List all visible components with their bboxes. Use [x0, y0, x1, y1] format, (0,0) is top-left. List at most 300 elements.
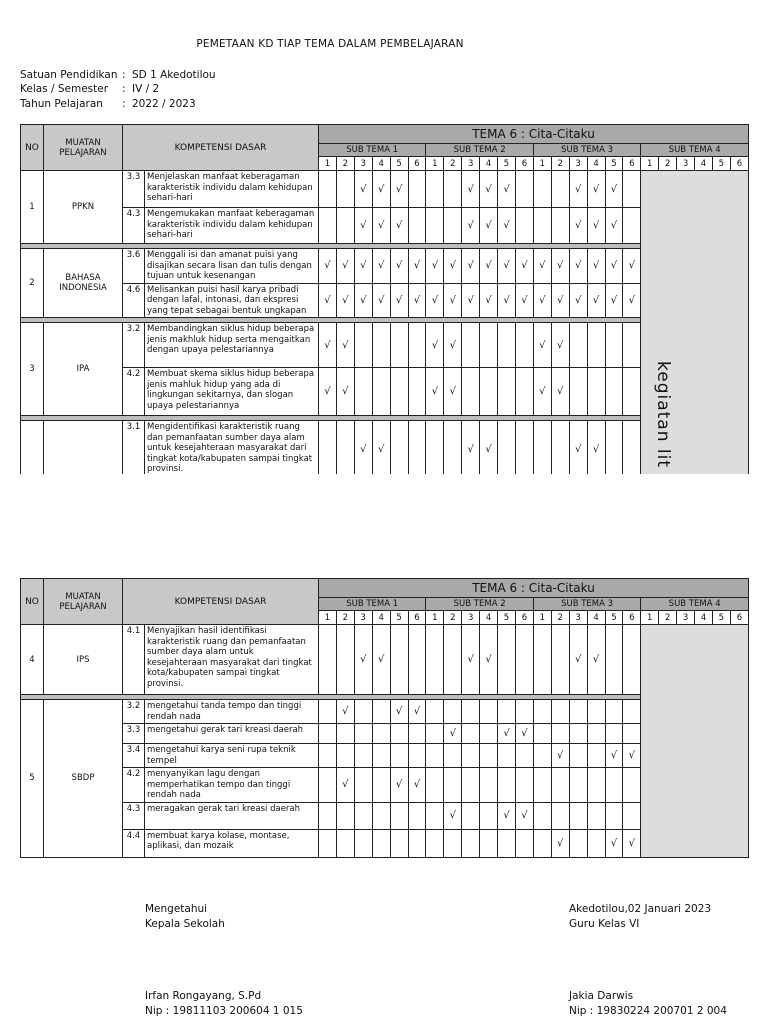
week-check-cell: √	[480, 208, 498, 244]
week-check-cell	[336, 802, 354, 829]
week-check-cell	[623, 208, 641, 244]
header-week-5: 5	[498, 157, 516, 171]
week-check-cell	[623, 171, 641, 208]
header-week-3: 3	[569, 157, 587, 171]
week-check-cell	[515, 700, 533, 724]
week-check-cell	[319, 744, 337, 768]
week-check-cell: √	[551, 283, 569, 318]
week-check-cell: √	[444, 368, 462, 416]
week-check-cell	[515, 171, 533, 208]
header-week-6: 6	[515, 611, 533, 625]
week-check-cell: √	[551, 744, 569, 768]
satuan-pendidikan	[20, 69, 216, 81]
week-check-cell	[319, 700, 337, 724]
week-check-cell	[587, 768, 605, 803]
header-week-5: 5	[390, 157, 408, 171]
muatan-pelajaran: PPKN	[44, 171, 123, 244]
week-check-cell	[444, 700, 462, 724]
week-check-cell	[390, 368, 408, 416]
week-check-cell: √	[354, 249, 372, 284]
week-check-cell: √	[587, 625, 605, 695]
week-check-cell	[319, 829, 337, 857]
guru-name: Jakia Darwis	[569, 990, 634, 1002]
kd-number: 3.4	[123, 744, 145, 768]
week-check-cell	[372, 700, 390, 724]
week-check-cell	[462, 802, 480, 829]
week-check-cell: √	[533, 368, 551, 416]
mengetahui-label: Mengetahui	[145, 903, 208, 915]
week-check-cell	[605, 700, 623, 724]
header-week-3: 3	[677, 157, 695, 171]
week-check-cell	[533, 724, 551, 744]
header-subtema-3: SUB TEMA 3	[533, 144, 640, 157]
week-check-cell: √	[569, 249, 587, 284]
row-number: 4	[21, 625, 44, 695]
kd-description: Menggali isi dan amanat puisi yang disajikan secara lisan dan tulis dengan tujuan untuk kesenangan	[145, 249, 319, 284]
week-check-cell	[444, 829, 462, 857]
kd-description: mengetahui karya seni rupa teknik tempel	[145, 744, 319, 768]
week-check-cell: √	[569, 171, 587, 208]
week-check-cell: √	[408, 249, 426, 284]
table-row	[21, 249, 749, 284]
week-check-cell	[587, 323, 605, 368]
week-check-cell	[533, 768, 551, 803]
week-check-cell	[372, 829, 390, 857]
week-check-cell	[623, 421, 641, 475]
week-check-cell	[551, 171, 569, 208]
week-check-cell	[515, 208, 533, 244]
week-check-cell	[372, 368, 390, 416]
week-check-cell: √	[336, 700, 354, 724]
week-check-cell: √	[390, 283, 408, 318]
week-check-cell	[354, 829, 372, 857]
week-check-cell	[623, 802, 641, 829]
week-check-cell	[390, 744, 408, 768]
header-week-4: 4	[587, 157, 605, 171]
week-check-cell: √	[623, 249, 641, 284]
header-tema: TEMA 6 : Cita-Citaku	[319, 579, 749, 598]
week-check-cell	[480, 724, 498, 744]
header-week-1: 1	[641, 157, 659, 171]
table-page-1-viewport	[0, 124, 768, 474]
header-week-4: 4	[695, 611, 713, 625]
week-check-cell: √	[462, 625, 480, 695]
week-check-cell: √	[444, 249, 462, 284]
week-check-cell	[533, 625, 551, 695]
week-check-cell	[372, 744, 390, 768]
guru-kelas-label: Guru Kelas VI	[569, 918, 640, 930]
kd-number: 4.2	[123, 768, 145, 803]
week-check-cell	[551, 768, 569, 803]
signature-right-block	[569, 902, 711, 932]
header-subtema-4: SUB TEMA 4	[641, 598, 749, 611]
week-check-cell	[444, 171, 462, 208]
week-check-cell	[354, 700, 372, 724]
week-check-cell: √	[336, 768, 354, 803]
header-week-5: 5	[498, 611, 516, 625]
table-row	[21, 768, 749, 803]
week-check-cell: √	[480, 283, 498, 318]
week-check-cell	[498, 323, 516, 368]
signature-right-name-block	[569, 989, 727, 1019]
header-week-6: 6	[515, 157, 533, 171]
week-check-cell: √	[408, 768, 426, 803]
kd-number: 3.6	[123, 249, 145, 284]
week-check-cell: √	[480, 171, 498, 208]
week-check-cell	[605, 625, 623, 695]
kd-number: 4.4	[123, 829, 145, 857]
week-check-cell: √	[354, 625, 372, 695]
kd-number: 3.2	[123, 323, 145, 368]
row-number: 2	[21, 249, 44, 318]
table-row	[21, 744, 749, 768]
week-check-cell	[551, 208, 569, 244]
week-check-cell: √	[605, 829, 623, 857]
week-check-cell	[605, 368, 623, 416]
kd-description: Menjelaskan manfaat keberagaman karakteristik individu dalam kehidupan sehari-hari	[145, 171, 319, 208]
week-check-cell	[408, 323, 426, 368]
week-check-cell	[408, 171, 426, 208]
week-check-cell	[426, 744, 444, 768]
week-check-cell: √	[623, 829, 641, 857]
week-check-cell	[515, 323, 533, 368]
place-date: Akedotilou,02 Januari 2023	[569, 903, 712, 915]
week-check-cell	[569, 744, 587, 768]
week-check-cell: √	[462, 249, 480, 284]
document-title: PEMETAAN KD TIAP TEMA DALAM PEMBELAJARAN	[196, 38, 464, 50]
week-check-cell	[498, 829, 516, 857]
week-check-cell	[319, 768, 337, 803]
week-check-cell	[480, 829, 498, 857]
week-check-cell	[587, 724, 605, 744]
kd-number: 4.3	[123, 802, 145, 829]
week-check-cell	[408, 802, 426, 829]
week-check-cell	[426, 208, 444, 244]
week-check-cell	[515, 768, 533, 803]
header-week-3: 3	[354, 157, 372, 171]
kepala-sekolah-nip: Nip : 19811103 200604 1 015	[145, 1005, 303, 1017]
header-week-4: 4	[480, 611, 498, 625]
kd-description: mengetahui gerak tari kreasi daerah	[145, 724, 319, 744]
week-check-cell	[515, 625, 533, 695]
week-check-cell	[354, 802, 372, 829]
week-check-cell	[533, 171, 551, 208]
week-check-cell: √	[462, 421, 480, 475]
week-check-cell	[533, 421, 551, 475]
week-check-cell: √	[587, 283, 605, 318]
kelas-value: IV / 2	[132, 83, 160, 95]
table-page-2-viewport	[0, 578, 768, 868]
week-check-cell	[587, 700, 605, 724]
week-check-cell: √	[498, 283, 516, 318]
week-check-cell	[426, 802, 444, 829]
week-check-cell: √	[372, 625, 390, 695]
week-check-cell: √	[462, 283, 480, 318]
week-check-cell	[408, 744, 426, 768]
header-week-2: 2	[444, 157, 462, 171]
week-check-cell: √	[336, 368, 354, 416]
week-check-cell: √	[605, 283, 623, 318]
week-check-cell	[408, 829, 426, 857]
week-check-cell	[569, 802, 587, 829]
header-week-6: 6	[623, 157, 641, 171]
header-week-1: 1	[426, 611, 444, 625]
kd-description: Mengemukakan manfaat keberagaman karakteristik individu dalam kehidupan sehari-hari	[145, 208, 319, 244]
header-week-3: 3	[354, 611, 372, 625]
header-week-6: 6	[730, 157, 748, 171]
week-check-cell: √	[498, 802, 516, 829]
week-check-cell	[354, 368, 372, 416]
table-row	[21, 724, 749, 744]
colon: :	[122, 69, 126, 81]
header-no: NO	[21, 579, 44, 625]
kelas-label: Kelas / Semester	[20, 83, 109, 95]
row-number: 3	[21, 323, 44, 416]
header-week-3: 3	[462, 157, 480, 171]
week-check-cell: √	[372, 249, 390, 284]
week-check-cell	[480, 700, 498, 724]
header-week-4: 4	[480, 157, 498, 171]
row-number	[21, 421, 44, 475]
week-check-cell	[462, 368, 480, 416]
week-check-cell: √	[587, 208, 605, 244]
week-check-cell	[444, 208, 462, 244]
week-check-cell: √	[569, 625, 587, 695]
week-check-cell	[426, 625, 444, 695]
week-check-cell: √	[336, 249, 354, 284]
header-subtema-4: SUB TEMA 4	[641, 144, 749, 157]
week-check-cell	[319, 724, 337, 744]
week-check-cell: √	[336, 323, 354, 368]
week-check-cell: √	[444, 283, 462, 318]
header-week-4: 4	[372, 611, 390, 625]
week-check-cell	[319, 421, 337, 475]
week-check-cell: √	[319, 323, 337, 368]
week-check-cell	[319, 208, 337, 244]
muatan-pelajaran	[44, 421, 123, 475]
header-week-2: 2	[551, 157, 569, 171]
week-check-cell	[336, 744, 354, 768]
kd-description: Membuat skema siklus hidup beberapa jenis mahluk hidup yang ada di lingkungan sekitarnya, dan slogan upaya pelestariannya	[145, 368, 319, 416]
week-check-cell: √	[551, 249, 569, 284]
header-week-1: 1	[319, 157, 337, 171]
week-check-cell	[605, 724, 623, 744]
header-subtema-2: SUB TEMA 2	[426, 144, 533, 157]
kd-description: Mengidentifikasi karakteristik ruang dan pemanfaatan sumber daya alam untuk kesejahteraan masyarakat dari tingkat kota/kabupaten sampai tingkat provinsi.	[145, 421, 319, 475]
week-check-cell	[390, 829, 408, 857]
muatan-pelajaran: BAHASA INDONESIA	[44, 249, 123, 318]
week-check-cell	[408, 724, 426, 744]
week-check-cell: √	[605, 171, 623, 208]
week-check-cell	[623, 700, 641, 724]
week-check-cell	[390, 724, 408, 744]
week-check-cell	[569, 724, 587, 744]
literasi-label: kegiatan lit	[653, 361, 674, 469]
week-check-cell	[336, 421, 354, 475]
week-check-cell	[515, 368, 533, 416]
kd-mapping-table-page-1	[20, 124, 749, 474]
header-week-4: 4	[587, 611, 605, 625]
week-check-cell: √	[372, 283, 390, 318]
week-check-cell	[569, 368, 587, 416]
week-check-cell	[319, 802, 337, 829]
header-tema: TEMA 6 : Cita-Citaku	[319, 125, 749, 144]
header-week-1: 1	[533, 157, 551, 171]
week-check-cell	[498, 368, 516, 416]
week-check-cell: √	[587, 171, 605, 208]
week-check-cell: √	[551, 368, 569, 416]
week-check-cell: √	[480, 625, 498, 695]
kd-description: membuat karya kolase, montase, aplikasi, dan mozaik	[145, 829, 319, 857]
week-check-cell: √	[605, 744, 623, 768]
week-check-cell: √	[462, 171, 480, 208]
week-check-cell	[480, 768, 498, 803]
week-check-cell: √	[390, 249, 408, 284]
header-week-6: 6	[730, 611, 748, 625]
week-check-cell	[533, 700, 551, 724]
week-check-cell: √	[498, 171, 516, 208]
tahun-pelajaran	[20, 98, 196, 110]
week-check-cell	[480, 802, 498, 829]
header-week-2: 2	[336, 611, 354, 625]
header-subtema-1: SUB TEMA 1	[319, 144, 426, 157]
kd-description: menyanyikan lagu dengan memperhatikan tempo dan tinggi rendah nada	[145, 768, 319, 803]
week-check-cell	[498, 768, 516, 803]
week-check-cell	[390, 421, 408, 475]
week-check-cell	[498, 700, 516, 724]
week-check-cell: √	[533, 283, 551, 318]
week-check-cell: √	[587, 249, 605, 284]
colon: :	[122, 83, 126, 95]
week-check-cell: √	[372, 171, 390, 208]
week-check-cell	[587, 744, 605, 768]
week-check-cell	[408, 421, 426, 475]
kd-number: 4.6	[123, 283, 145, 318]
signature-left-name-block	[145, 989, 303, 1019]
week-check-cell	[462, 829, 480, 857]
week-check-cell	[390, 802, 408, 829]
week-check-cell	[336, 625, 354, 695]
week-check-cell	[462, 323, 480, 368]
week-check-cell	[480, 744, 498, 768]
week-check-cell	[551, 625, 569, 695]
week-check-cell	[569, 323, 587, 368]
week-check-cell: √	[372, 421, 390, 475]
week-check-cell	[426, 421, 444, 475]
header-week-4: 4	[372, 157, 390, 171]
week-check-cell: √	[515, 249, 533, 284]
week-check-cell	[551, 700, 569, 724]
week-check-cell	[605, 768, 623, 803]
week-check-cell	[336, 724, 354, 744]
kd-description: meragakan gerak tari kreasi daerah	[145, 802, 319, 829]
week-check-cell	[605, 323, 623, 368]
week-check-cell	[623, 724, 641, 744]
header-week-1: 1	[426, 157, 444, 171]
header-no: NO	[21, 125, 44, 171]
header-week-5: 5	[712, 157, 730, 171]
week-check-cell	[623, 323, 641, 368]
week-check-cell	[372, 802, 390, 829]
header-subtema-3: SUB TEMA 3	[533, 598, 640, 611]
week-check-cell	[336, 171, 354, 208]
week-check-cell	[372, 724, 390, 744]
week-check-cell	[462, 700, 480, 724]
table-row	[21, 283, 749, 318]
week-check-cell: √	[569, 421, 587, 475]
satuan-value: SD 1 Akedotilou	[132, 69, 216, 81]
table-row	[21, 421, 749, 475]
week-check-cell	[533, 802, 551, 829]
header-week-3: 3	[677, 611, 695, 625]
header-week-3: 3	[569, 611, 587, 625]
header-week-6: 6	[408, 611, 426, 625]
week-check-cell	[623, 368, 641, 416]
row-number: 5	[21, 700, 44, 858]
week-check-cell: √	[569, 208, 587, 244]
week-check-cell	[336, 208, 354, 244]
week-check-cell: √	[533, 249, 551, 284]
week-check-cell: √	[319, 283, 337, 318]
table-row	[21, 171, 749, 208]
week-check-cell	[426, 171, 444, 208]
table-row	[21, 625, 749, 695]
week-check-cell: √	[480, 249, 498, 284]
week-check-cell	[390, 323, 408, 368]
week-check-cell: √	[587, 421, 605, 475]
week-check-cell: √	[390, 171, 408, 208]
week-check-cell: √	[354, 171, 372, 208]
kd-number: 4.3	[123, 208, 145, 244]
kd-description: Melisankan puisi hasil karya pribadi dengan lafal, intonasi, dan ekspresi yang tepat sebagai bentuk ungkapan	[145, 283, 319, 318]
week-check-cell	[480, 368, 498, 416]
kepala-sekolah-name: Irfan Rongayang, S.Pd	[145, 990, 262, 1002]
table-row	[21, 368, 749, 416]
week-check-cell: √	[605, 208, 623, 244]
week-check-cell	[605, 421, 623, 475]
week-check-cell	[462, 768, 480, 803]
muatan-pelajaran: IPS	[44, 625, 123, 695]
header-week-6: 6	[623, 611, 641, 625]
week-check-cell	[354, 768, 372, 803]
week-check-cell	[515, 421, 533, 475]
week-check-cell: √	[426, 368, 444, 416]
week-check-cell: √	[390, 700, 408, 724]
week-check-cell	[480, 323, 498, 368]
week-check-cell: √	[408, 700, 426, 724]
header-week-2: 2	[551, 611, 569, 625]
kd-number: 4.1	[123, 625, 145, 695]
week-check-cell	[408, 625, 426, 695]
week-check-cell	[515, 744, 533, 768]
kepala-sekolah-label: Kepala Sekolah	[145, 918, 225, 930]
week-check-cell	[533, 208, 551, 244]
week-check-cell: √	[390, 208, 408, 244]
kd-description: Menyajikan hasil identifikasi karakteristik ruang dan pemanfaatan sumber daya alam untuk kesejahteraan masyarakat dari tingkat kota/kabupaten sampai tingkat provinsi.	[145, 625, 319, 695]
week-check-cell	[605, 802, 623, 829]
week-check-cell: √	[444, 802, 462, 829]
week-check-cell	[372, 323, 390, 368]
week-check-cell	[444, 744, 462, 768]
week-check-cell: √	[426, 323, 444, 368]
week-check-cell	[408, 368, 426, 416]
header-subtema-1: SUB TEMA 1	[319, 598, 426, 611]
week-check-cell: √	[515, 283, 533, 318]
week-check-cell	[354, 744, 372, 768]
week-check-cell	[336, 829, 354, 857]
week-check-cell: √	[408, 283, 426, 318]
header-kompetensi-dasar: KOMPETENSI DASAR	[123, 125, 319, 171]
